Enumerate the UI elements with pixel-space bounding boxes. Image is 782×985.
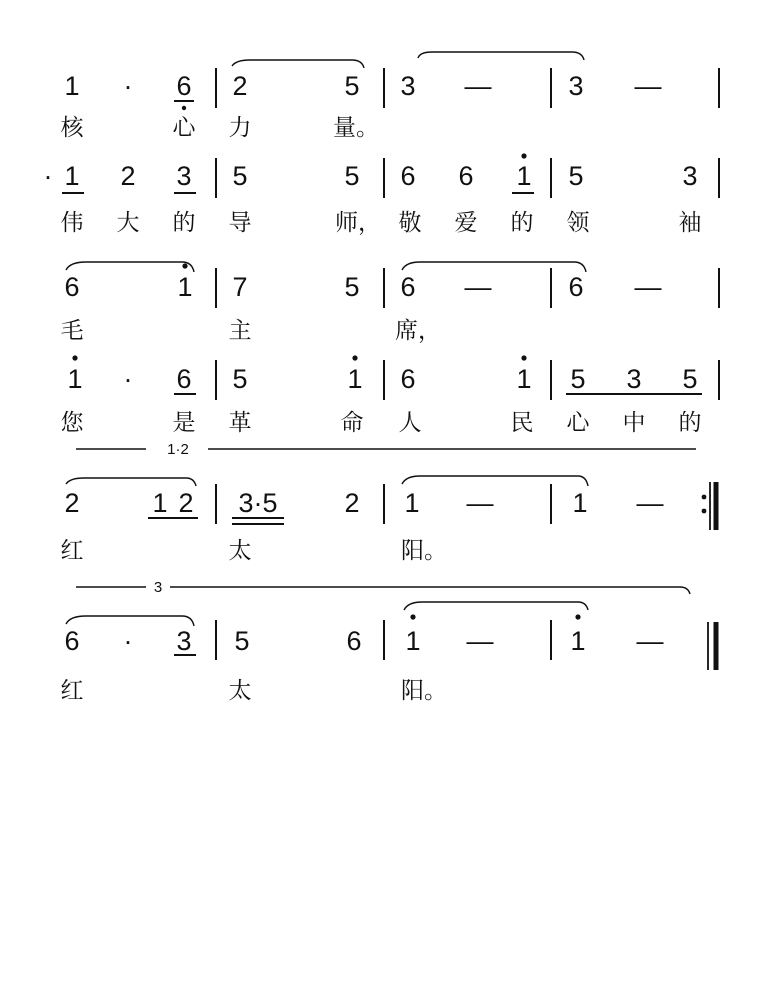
- note: 5: [682, 364, 698, 394]
- note: 3: [626, 364, 642, 394]
- lyric: 的: [172, 210, 196, 236]
- volta-label: 3: [153, 579, 163, 596]
- score-row-6: [66, 602, 716, 670]
- lyric: 大: [116, 210, 140, 236]
- note: 1: [570, 626, 586, 656]
- dot: [521, 355, 526, 360]
- dash: —: [634, 71, 662, 101]
- lyric: 主: [228, 318, 252, 344]
- note: 1: [516, 364, 532, 394]
- final-barline: [708, 622, 716, 670]
- note: 3·5: [238, 488, 278, 518]
- note: 3: [568, 71, 584, 101]
- lyric: 的: [678, 410, 702, 436]
- note: 1: [347, 364, 363, 394]
- lyric: 力: [228, 115, 252, 141]
- lyric: 袖: [678, 210, 702, 236]
- lyric: 师，: [335, 210, 381, 236]
- lyric: 是: [172, 410, 196, 436]
- volta-bracket-3: [76, 587, 690, 594]
- note: 6: [400, 161, 416, 191]
- dash: —: [466, 488, 494, 518]
- lyric: 核: [60, 115, 84, 141]
- lyric: 人: [398, 410, 422, 436]
- note: 1: [64, 161, 80, 191]
- note: 2: [178, 488, 194, 518]
- note: 6: [64, 626, 80, 656]
- note: 5: [344, 71, 360, 101]
- lyric: 革: [228, 410, 252, 436]
- note: 5: [234, 626, 250, 656]
- note: 6: [400, 272, 416, 302]
- note: 5: [232, 161, 248, 191]
- note: 3: [682, 161, 698, 191]
- lyric: 席，: [395, 318, 441, 344]
- slur: [402, 476, 588, 486]
- note: 2: [344, 488, 360, 518]
- note: 5: [232, 364, 248, 394]
- slur: [402, 262, 586, 272]
- note: 1: [404, 488, 420, 518]
- dot: [575, 614, 580, 619]
- slur: [66, 262, 194, 272]
- lyric: 爱: [454, 210, 478, 236]
- lyric: 毛: [60, 318, 84, 344]
- note: 7: [232, 272, 248, 302]
- note: 6: [458, 161, 474, 191]
- repeat-end-barline: [702, 482, 716, 530]
- note: 1: [67, 364, 83, 394]
- dot: [410, 614, 415, 619]
- note: ·: [123, 364, 133, 394]
- score-row-4: [72, 355, 719, 400]
- lyric: 量。: [333, 115, 379, 141]
- note: 3: [176, 626, 192, 656]
- note: 6: [568, 272, 584, 302]
- lyric: 阳。: [401, 538, 447, 564]
- lyric: 民: [510, 410, 534, 436]
- score-row-3: [66, 262, 719, 308]
- dot: [521, 153, 526, 158]
- note: 6: [176, 364, 192, 394]
- dash: —: [464, 272, 492, 302]
- note: 6: [176, 71, 192, 101]
- note: 6: [64, 272, 80, 302]
- note: 1: [405, 626, 421, 656]
- dot: ·: [43, 161, 53, 191]
- note: 3: [400, 71, 416, 101]
- dash: —: [636, 488, 664, 518]
- note: 1: [516, 161, 532, 191]
- note: 2: [232, 71, 248, 101]
- lyric: 的: [510, 210, 534, 236]
- slur: [404, 602, 588, 610]
- lyric: 阳。: [401, 678, 447, 704]
- lyric: 心: [172, 115, 196, 141]
- dash: —: [636, 626, 664, 656]
- note: 5: [570, 364, 586, 394]
- lyric: 红: [60, 678, 84, 704]
- lyric: 红: [60, 538, 84, 564]
- note: 2: [64, 488, 80, 518]
- lyric: 敬: [398, 210, 422, 236]
- lyric: 太: [228, 538, 252, 564]
- note: ·: [123, 626, 133, 656]
- lyric: 中: [622, 410, 646, 436]
- note: 1: [64, 71, 80, 101]
- note: 5: [568, 161, 584, 191]
- volta-label: 1·2: [167, 441, 189, 458]
- lyric: 导: [228, 210, 252, 236]
- lyric: 命: [340, 410, 364, 436]
- slur: [66, 478, 196, 486]
- lyric: 领: [566, 210, 590, 236]
- lyric: 太: [228, 678, 252, 704]
- slur: [232, 60, 364, 68]
- slur: [66, 616, 194, 626]
- dot: [182, 106, 186, 110]
- note: 1: [572, 488, 588, 518]
- dot: [352, 355, 357, 360]
- lyric: 您: [60, 410, 84, 436]
- lyric: 伟: [60, 210, 84, 236]
- slur: [418, 52, 584, 60]
- note: 6: [346, 626, 362, 656]
- dash: —: [464, 71, 492, 101]
- note: 5: [344, 161, 360, 191]
- note: 1: [177, 272, 193, 302]
- note: 1: [152, 488, 168, 518]
- note: 2: [120, 161, 136, 191]
- score-row-2: [62, 153, 719, 198]
- note: 6: [400, 364, 416, 394]
- note: 5: [344, 272, 360, 302]
- note: 3: [176, 161, 192, 191]
- dash: —: [466, 626, 494, 656]
- lyric: 心: [566, 410, 590, 436]
- dot: [72, 355, 77, 360]
- dash: —: [634, 272, 662, 302]
- dot: [182, 263, 187, 268]
- note: ·: [123, 71, 133, 101]
